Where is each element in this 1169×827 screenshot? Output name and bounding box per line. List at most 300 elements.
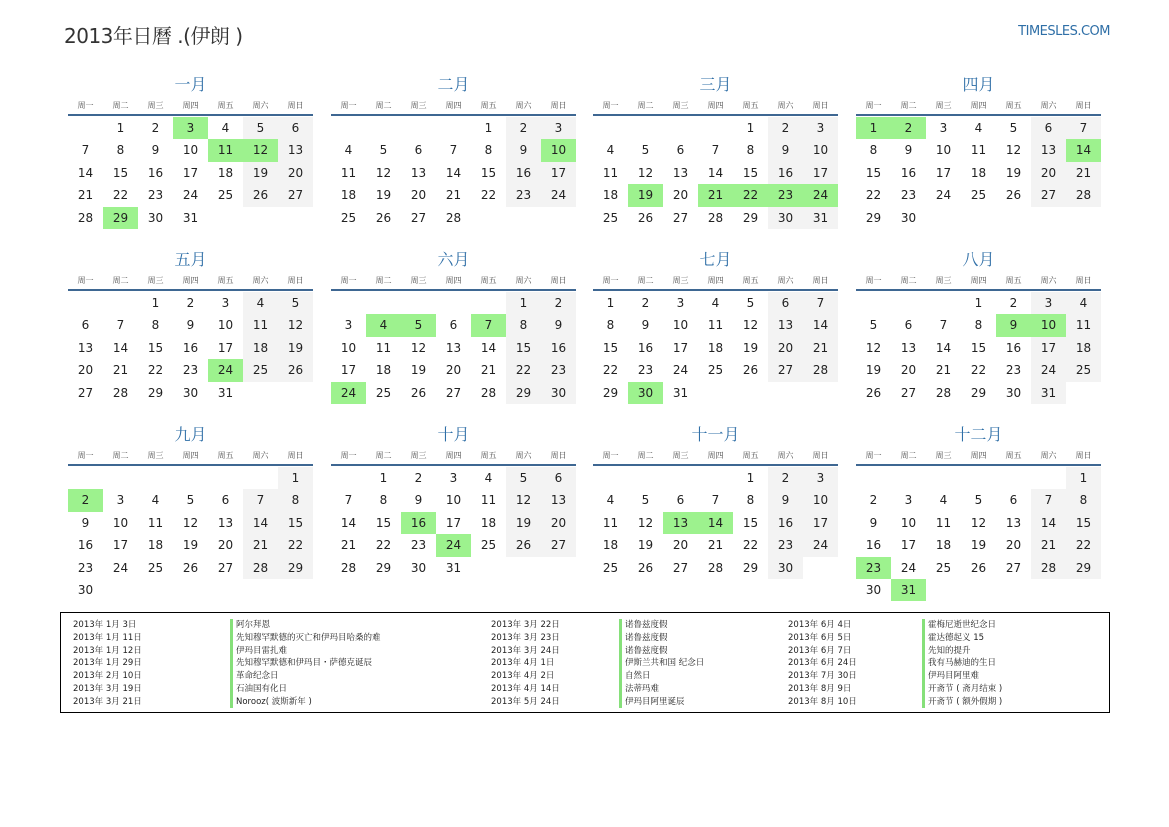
day-cell: 13 [278,139,313,161]
day-cell: 11 [340,165,357,180]
weekday-label: 周四 [182,101,199,110]
day-cell: 29 [742,560,759,575]
weekday-label: 周二 [112,451,129,460]
holiday-row [491,632,781,645]
day-cell: 16 [182,340,199,355]
day-cell: 23 [637,363,654,378]
day-cell: 25 [707,363,724,378]
day-cell: 22 [147,363,164,378]
day-cell: 11 [480,493,497,508]
day-cell: 21 [1031,534,1066,556]
weekday-label: 周六 [777,276,794,285]
day-cell: 15 [147,340,164,355]
holiday-date: 2013年 4月 2日 [491,671,555,682]
day-grid [68,117,313,229]
day-cell: 30 [900,210,917,225]
day-cell: 11 [935,515,952,530]
day-cell: 28 [803,359,838,381]
day-cell: 24 [541,184,576,206]
month-block [856,248,1101,418]
holiday-row [73,645,483,658]
day-cell: 15 [865,165,882,180]
empty-cell [68,292,103,314]
day-cell: 27 [1031,184,1066,206]
empty-cell [208,467,243,489]
day-cell: 7 [81,143,90,158]
day-cell: 10 [803,139,838,161]
month-name: 六月 [437,250,470,269]
day-cell: 10 [935,143,952,158]
empty-cell [103,467,138,489]
month-name: 十一月 [691,425,740,444]
weekday-label: 周一 [602,276,619,285]
day-cell: 14 [243,512,278,534]
day-cell: 19 [375,188,392,203]
day-cell: 10 [672,318,689,333]
day-cell: 17 [672,340,689,355]
weekday-label: 周六 [252,101,269,110]
holiday-day-cell: 3 [173,117,208,139]
day-cell: 3 [803,467,838,489]
day-cell: 16 [768,162,803,184]
weekday-label: 周五 [1005,101,1022,110]
day-cell: 2 [541,292,576,314]
holiday-row [73,683,483,696]
holiday-column-1 [73,619,483,709]
day-cell: 9 [151,143,160,158]
holiday-name: 霍达德起义 15 [928,632,985,643]
day-cell: 15 [970,340,987,355]
holiday-row [491,657,781,670]
month-name: 四月 [962,75,995,94]
holiday-name: 阿尔拜恩 [236,620,271,630]
holiday-row [491,670,781,683]
weekday-label: 周一 [340,451,357,460]
day-cell: 15 [602,340,619,355]
day-cell: 31 [182,210,199,225]
day-cell: 20 [1031,162,1066,184]
day-cell: 13 [77,340,94,355]
weekday-label: 周四 [707,101,724,110]
day-cell: 30 [182,385,199,400]
day-cell: 17 [541,162,576,184]
day-cell: 24 [935,188,952,203]
day-cell: 8 [379,493,388,508]
weekday-label: 周六 [777,101,794,110]
day-cell: 30 [865,582,882,597]
day-cell: 4 [221,121,230,135]
month-name: 五月 [174,250,207,269]
day-cell: 16 [900,165,917,180]
day-cell: 18 [1066,337,1101,359]
weekday-header [68,447,313,466]
month-name: 二月 [437,75,470,94]
day-cell: 16 [637,340,654,355]
holiday-date: 2013年 1月 29日 [73,658,142,669]
weekday-label: 周日 [812,276,829,285]
day-cell: 22 [865,188,882,203]
day-cell: 25 [340,210,357,225]
day-cell: 17 [340,363,357,378]
day-cell: 28 [707,560,724,575]
weekday-header [856,272,1101,291]
day-cell: 18 [707,340,724,355]
day-cell: 29 [506,382,541,404]
day-grid [68,467,313,601]
day-cell: 31 [445,560,462,575]
empty-cell [926,467,961,489]
day-cell: 21 [1066,162,1101,184]
day-cell: 2 [768,467,803,489]
day-cell: 13 [672,165,689,180]
day-cell: 27 [1005,560,1022,575]
month-block [68,73,313,243]
day-cell: 13 [541,489,576,511]
day-cell: 27 [410,210,427,225]
holiday-day-cell: 24 [803,184,838,206]
day-cell: 28 [1066,184,1101,206]
day-cell: 21 [77,188,94,203]
weekday-label: 周四 [707,451,724,460]
holiday-day-cell: 16 [401,512,436,534]
holiday-day-cell: 29 [103,207,138,229]
day-cell: 5 [641,143,650,158]
holiday-day-cell: 2 [891,117,926,139]
day-cell: 19 [637,538,654,553]
weekday-label: 周一 [865,276,882,285]
day-cell: 28 [340,560,357,575]
holiday-day-cell: 1 [856,117,891,139]
day-cell: 4 [606,143,615,158]
holiday-row [73,657,483,670]
day-cell: 5 [379,143,388,158]
day-cell: 24 [803,534,838,556]
weekday-label: 周二 [375,276,392,285]
holiday-date: 2013年 1月 3日 [73,620,137,630]
month-name: 七月 [699,250,732,269]
day-cell: 3 [904,493,913,508]
day-cell: 27 [672,210,689,225]
day-cell: 27 [77,385,94,400]
day-cell: 28 [707,210,724,225]
weekday-label: 周四 [970,101,987,110]
day-cell: 25 [375,385,392,400]
day-cell: 18 [970,165,987,180]
weekday-label: 周一 [865,451,882,460]
empty-cell [593,117,628,139]
day-cell: 15 [480,165,497,180]
day-cell: 20 [278,162,313,184]
holiday-day-cell: 13 [663,512,698,534]
day-cell: 12 [637,515,654,530]
holiday-row [491,619,781,632]
weekday-label: 周日 [287,276,304,285]
month-name: 八月 [962,250,995,269]
empty-cell [138,467,173,489]
day-cell: 8 [278,489,313,511]
day-cell: 26 [182,560,199,575]
day-cell: 23 [506,184,541,206]
day-cell: 26 [637,210,654,225]
month-block [331,423,576,593]
weekday-label: 周日 [550,101,567,110]
day-cell: 19 [865,363,882,378]
day-cell: 28 [445,210,462,225]
day-cell: 1 [1066,467,1101,489]
day-cell: 4 [606,493,615,508]
holiday-day-cell: 10 [1031,314,1066,336]
day-cell: 3 [221,296,230,310]
holiday-date: 2013年 6月 4日 [788,620,852,630]
day-cell: 23 [182,363,199,378]
day-cell: 9 [541,314,576,336]
day-cell: 13 [900,340,917,355]
day-cell: 27 [768,359,803,381]
holiday-day-cell: 9 [996,314,1031,336]
holiday-row [491,683,781,696]
day-cell: 29 [970,385,987,400]
day-cell: 26 [410,385,427,400]
day-cell: 14 [445,165,462,180]
day-cell: 6 [541,467,576,489]
holiday-name: 法蒂玛难 [625,683,660,694]
weekday-label: 周日 [287,451,304,460]
weekday-label: 周日 [1075,101,1092,110]
day-cell: 22 [1066,534,1101,556]
day-cell: 17 [217,340,234,355]
day-cell: 25 [1066,359,1101,381]
day-cell: 6 [449,318,458,333]
weekday-label: 周一 [77,451,94,460]
empty-cell [856,292,891,314]
day-cell: 20 [768,337,803,359]
holiday-day-cell: 14 [1066,139,1101,161]
day-cell: 30 [77,582,94,597]
day-cell: 12 [410,340,427,355]
holiday-row [73,632,483,645]
weekday-label: 周三 [935,451,952,460]
holiday-row [788,657,1098,670]
day-cell: 21 [707,538,724,553]
day-cell: 11 [1066,314,1101,336]
day-cell: 6 [1009,493,1018,508]
weekday-label: 周日 [1075,276,1092,285]
day-cell: 9 [186,318,195,333]
weekday-label: 周六 [1040,101,1057,110]
day-cell: 23 [147,188,164,203]
day-cell: 25 [602,560,619,575]
day-cell: 8 [746,143,755,158]
day-cell: 15 [742,515,759,530]
day-grid [593,117,838,229]
holiday-date: 2013年 6月 7日 [788,645,852,656]
day-cell: 14 [1031,512,1066,534]
day-cell: 6 [1031,117,1066,139]
day-cell: 7 [344,493,353,508]
day-grid [331,467,576,579]
day-cell: 23 [410,538,427,553]
holiday-name: 革命纪念日 [236,671,279,682]
weekday-label: 周五 [480,101,497,110]
day-cell: 29 [147,385,164,400]
day-cell: 16 [1005,340,1022,355]
empty-cell [366,117,401,139]
day-cell: 29 [375,560,392,575]
weekday-label: 周四 [445,451,462,460]
weekday-label: 周六 [1040,276,1057,285]
holiday-date: 2013年 3月 24日 [491,645,560,656]
month-name: 一月 [174,75,207,94]
holiday-day-cell: 23 [856,557,891,579]
empty-cell [243,467,278,489]
day-cell: 18 [935,538,952,553]
day-cell: 7 [803,292,838,314]
day-cell: 10 [900,515,917,530]
weekday-label: 周五 [1005,276,1022,285]
weekday-label: 周二 [637,101,654,110]
weekday-label: 周二 [112,101,129,110]
weekday-header [856,447,1101,466]
day-cell: 30 [541,382,576,404]
weekday-label: 周二 [112,276,129,285]
day-cell: 14 [935,340,952,355]
day-cell: 6 [676,143,685,158]
weekday-label: 周二 [637,451,654,460]
holiday-day-cell: 12 [243,139,278,161]
day-cell: 18 [480,515,497,530]
day-cell: 13 [1005,515,1022,530]
weekday-label: 周六 [515,451,532,460]
weekday-header [593,97,838,116]
day-cell: 26 [637,560,654,575]
day-grid [331,117,576,229]
day-grid [856,117,1101,229]
holiday-name: 伊玛目阿里难 [928,671,980,682]
day-cell: 26 [506,534,541,556]
holiday-row [73,670,483,683]
day-cell: 12 [865,340,882,355]
day-cell: 28 [77,210,94,225]
weekday-label: 周三 [672,101,689,110]
holiday-day-cell: 7 [471,314,506,336]
holiday-day-cell: 24 [331,382,366,404]
day-cell: 15 [375,515,392,530]
day-cell: 18 [340,188,357,203]
holiday-date: 2013年 3月 23日 [491,632,560,643]
weekday-header [593,447,838,466]
empty-cell [628,117,663,139]
day-cell: 4 [711,296,720,310]
empty-cell [698,117,733,139]
weekday-header [331,447,576,466]
holiday-day-cell: 11 [208,139,243,161]
day-cell: 1 [151,296,160,310]
day-cell: 9 [506,139,541,161]
site-brand[interactable]: TIMESLES.COM [1018,24,1110,39]
weekday-label: 周四 [970,451,987,460]
day-cell: 21 [935,363,952,378]
day-cell: 10 [340,340,357,355]
day-cell: 3 [449,471,458,485]
day-cell: 29 [278,557,313,579]
day-cell: 19 [410,363,427,378]
weekday-label: 周三 [410,101,427,110]
day-cell: 22 [375,538,392,553]
holiday-date: 2013年 6月 24日 [788,658,857,669]
day-cell: 6 [81,318,90,333]
day-cell: 11 [147,515,164,530]
weekday-label: 周四 [182,451,199,460]
month-block [593,73,838,243]
day-cell: 5 [186,493,195,508]
day-cell: 29 [602,385,619,400]
holiday-name: 石油国有化日 [236,683,288,694]
holiday-name: 诺鲁兹度假 [625,632,668,643]
day-cell: 1 [746,121,755,135]
holiday-name: 诺鲁兹度假 [625,620,668,630]
day-cell: 1 [606,296,615,310]
day-cell: 7 [1031,489,1066,511]
day-cell: 11 [970,143,987,158]
day-cell: 8 [869,143,878,158]
day-cell: 2 [151,121,160,135]
holiday-day-cell: 24 [208,359,243,381]
day-cell: 28 [935,385,952,400]
day-cell: 28 [1031,557,1066,579]
day-cell: 3 [116,493,125,508]
day-cell: 13 [1031,139,1066,161]
day-cell: 31 [217,385,234,400]
day-cell: 30 [768,557,803,579]
day-cell: 16 [77,538,94,553]
holiday-day-cell: 5 [401,314,436,336]
day-cell: 18 [602,538,619,553]
day-cell: 20 [672,538,689,553]
day-cell: 4 [151,493,160,508]
day-cell: 1 [746,471,755,485]
day-cell: 12 [506,489,541,511]
day-cell: 3 [939,121,948,135]
empty-cell [1031,467,1066,489]
weekday-label: 周日 [287,101,304,110]
day-cell: 28 [243,557,278,579]
weekday-label: 周四 [707,276,724,285]
day-cell: 2 [186,296,195,310]
day-cell: 21 [445,188,462,203]
weekday-header [331,97,576,116]
day-cell: 17 [445,515,462,530]
day-cell: 24 [900,560,917,575]
holiday-date: 2013年 6月 5日 [788,632,852,643]
day-cell: 20 [672,188,689,203]
weekday-label: 周二 [375,101,392,110]
day-cell: 8 [484,143,493,158]
holiday-row [491,645,781,658]
day-grid [593,467,838,579]
day-cell: 27 [900,385,917,400]
weekday-label: 周二 [900,451,917,460]
weekday-label: 周二 [900,276,917,285]
day-cell: 6 [768,292,803,314]
day-cell: 10 [112,515,129,530]
day-cell: 21 [340,538,357,553]
day-cell: 25 [217,188,234,203]
day-cell: 4 [243,292,278,314]
day-cell: 14 [803,314,838,336]
day-cell: 14 [340,515,357,530]
holiday-day-cell: 10 [541,139,576,161]
day-cell: 7 [939,318,948,333]
